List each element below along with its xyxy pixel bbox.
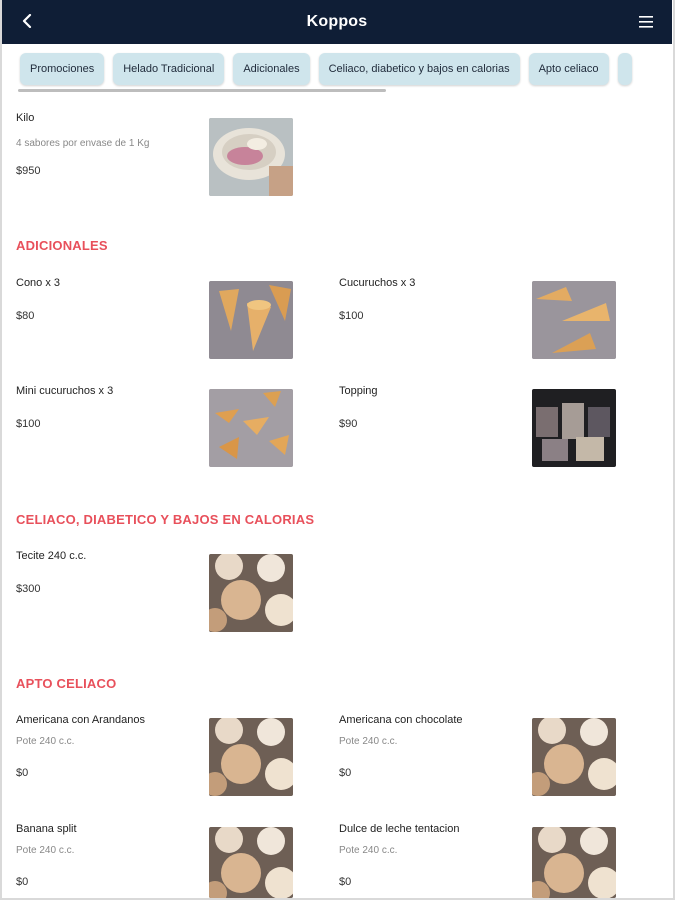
product-name: Americana con Arandanos [16,714,146,726]
product-description: Pote 240 c.c. [16,736,75,747]
product-image [209,389,293,467]
product-name: Tecite 240 c.c. [16,550,87,562]
product-name: Americana con chocolate [339,714,463,726]
section-title-adicionales: ADICIONALES [16,238,108,253]
product-price: $950 [16,165,41,177]
product-price: $300 [16,583,41,595]
product-mini-cucuruchos-x3[interactable] [16,385,296,465]
product-name: Dulce de leche tentacion [339,823,460,835]
product-cucuruchos-x3[interactable] [339,277,619,357]
chip-helado-tradicional[interactable]: Helado Tradicional [113,53,224,85]
hamburger-menu-icon [639,16,653,28]
chip-celiaco-diabetico[interactable]: Celiaco, diabetico y bajos en calorias [319,53,520,85]
product-price: $100 [16,418,41,430]
page-title: Koppos [306,13,368,30]
product-image [209,281,293,359]
chip-adicionales[interactable]: Adicionales [233,53,309,85]
chip-apto-celiaco[interactable]: Apto celiaco [529,53,609,85]
product-price: $100 [339,310,364,322]
chip-promociones[interactable]: Promociones [20,53,104,85]
product-tecite-240[interactable] [16,550,296,630]
product-topping[interactable] [339,385,619,465]
product-americana-arandanos[interactable] [16,714,296,794]
product-name: Mini cucuruchos x 3 [16,385,114,397]
product-image [209,827,293,898]
product-price: $90 [339,418,358,430]
product-image [532,389,616,467]
menu-button[interactable] [636,12,656,32]
product-name: Cucuruchos x 3 [339,277,416,289]
product-name: Kilo [16,112,35,124]
product-name: Banana split [16,823,77,835]
product-image [209,554,293,632]
product-image [209,118,293,196]
product-image [532,281,616,359]
product-name: Topping [339,385,378,397]
product-description: Pote 240 c.c. [339,845,398,856]
product-americana-chocolate[interactable] [339,714,619,794]
product-kilo[interactable] [16,112,296,192]
product-description: Pote 240 c.c. [16,845,75,856]
product-price: $80 [16,310,35,322]
product-image [532,827,616,898]
product-price: $0 [16,767,29,779]
product-description: 4 sabores por envase de 1 Kg [16,138,150,149]
product-price: $0 [339,767,352,779]
product-image [532,718,616,796]
product-image [209,718,293,796]
top-app-bar [2,0,672,44]
chevron-left-icon [20,14,34,28]
chip-scrollbar[interactable] [18,89,386,92]
product-cono-x3[interactable] [16,277,296,357]
product-dulce-de-leche-tentacion[interactable] [339,823,619,900]
section-title-celiaco-diabetico: CELIACO, DIABETICO Y BAJOS EN CALORIAS [16,512,315,527]
frame-left-border [0,0,2,900]
product-description: Pote 240 c.c. [339,736,398,747]
product-banana-split[interactable] [16,823,296,900]
section-title-apto-celiaco: APTO CELIACO [16,676,117,691]
back-button[interactable] [16,10,38,32]
product-price: $0 [16,876,29,888]
product-price: $0 [339,876,352,888]
chip-overflow[interactable] [618,53,632,85]
product-name: Cono x 3 [16,277,61,289]
